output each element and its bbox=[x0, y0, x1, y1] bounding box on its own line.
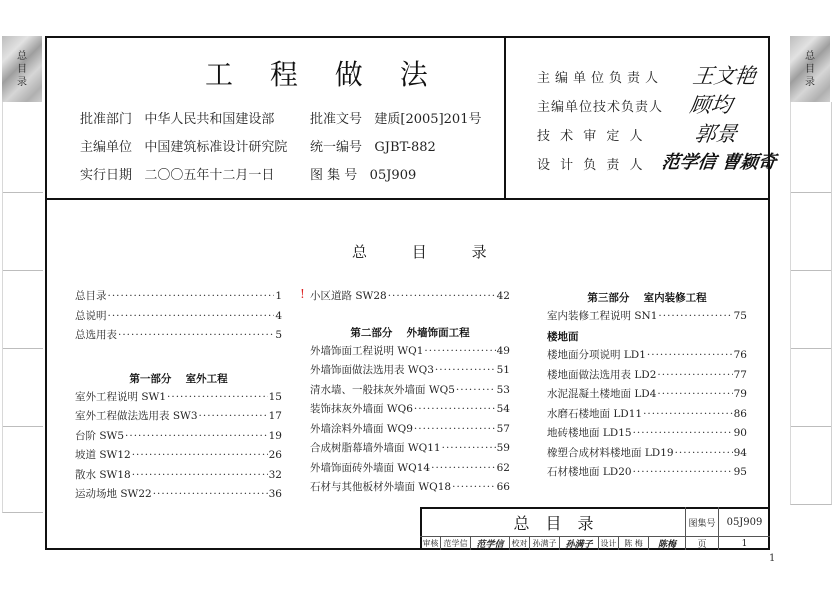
toc-entry-page: 66 bbox=[496, 481, 510, 493]
toc-entry-page: 26 bbox=[268, 449, 282, 461]
meta-atlas-no bbox=[310, 164, 416, 183]
toc-entry[interactable] bbox=[75, 408, 282, 428]
reviewer-signature: 范学信 bbox=[476, 540, 504, 550]
section-heading-part3: 第三部分 室内装修工程 bbox=[587, 292, 707, 304]
toc-entry[interactable] bbox=[547, 464, 747, 484]
side-tab-char: 录 bbox=[805, 76, 815, 88]
toc-entry[interactable] bbox=[75, 288, 282, 308]
side-tab-slot bbox=[2, 102, 43, 193]
side-tab-slot bbox=[790, 426, 832, 505]
toc-entry-label: 总选用表 bbox=[75, 329, 117, 341]
role-chief-editor: 主编单位负责人 bbox=[537, 71, 664, 86]
side-tab-char: 目 bbox=[17, 63, 27, 75]
signature-design-lead: 范学信 曹颖奇 bbox=[660, 152, 778, 173]
toc-entry-label: 石材与其他板材外墙面 WQ18 bbox=[310, 481, 452, 493]
designer-name: 陈 梅 bbox=[624, 539, 643, 548]
atlas-number-value: 05J909 bbox=[726, 517, 763, 528]
toc-entry-page: 94 bbox=[733, 446, 747, 459]
leader-dots bbox=[132, 469, 268, 481]
toc-entry-label: 合成树脂幕墙外墙面 WQ11 bbox=[310, 442, 441, 454]
leader-dots bbox=[125, 430, 268, 442]
toc-entry-label: 台阶 SW5 bbox=[75, 429, 125, 442]
side-tab-slot bbox=[790, 102, 832, 193]
toc-entry-label: 地砖楼地面 LD15 bbox=[547, 427, 632, 439]
meta-value: GJBT-882 bbox=[374, 140, 436, 155]
atlas-title: 工 程 做 法 bbox=[205, 58, 442, 91]
toc-entry[interactable] bbox=[75, 467, 282, 487]
leader-dots bbox=[199, 410, 268, 422]
toc-entry-page: 42 bbox=[496, 290, 510, 302]
toc-entry-label: 外墙饰面砖外墙面 WQ14 bbox=[310, 461, 431, 474]
side-tab-slot bbox=[790, 192, 832, 271]
toc-entry-label: 室内装修工程说明 SN1 bbox=[547, 310, 658, 322]
review-label: 审核 bbox=[422, 539, 439, 548]
design-label: 设计 bbox=[600, 539, 617, 548]
toc-entry-page: 57 bbox=[496, 422, 510, 435]
checker-signature: 孙满子 bbox=[565, 540, 593, 550]
toc-entry[interactable] bbox=[75, 428, 282, 448]
toc-entry-page: 1 bbox=[275, 290, 282, 302]
section-heading-part2: 第二部分 外墙饰面工程 bbox=[350, 326, 470, 339]
toc-entry-page: 49 bbox=[496, 344, 510, 357]
toc-title-char: 目 bbox=[411, 243, 427, 261]
toc-entry-page: 75 bbox=[733, 310, 747, 322]
toc-entry-page: 53 bbox=[496, 383, 510, 396]
atlas-number-label: 图集号 bbox=[688, 519, 716, 529]
meta-label: 图 集 号 bbox=[310, 168, 358, 183]
toc-entry[interactable] bbox=[75, 308, 282, 328]
toc-entry[interactable] bbox=[547, 386, 747, 406]
toc-entry-page: 90 bbox=[733, 427, 747, 439]
toc-entry-label: 坡道 SW12 bbox=[75, 449, 131, 461]
toc-entry-page: 86 bbox=[733, 407, 747, 420]
toc-entry[interactable] bbox=[310, 382, 510, 402]
toc-entry-page: 19 bbox=[268, 429, 282, 442]
toc-entry-page: 4 bbox=[275, 309, 282, 322]
leader-dots bbox=[153, 488, 268, 500]
designer-signature: 陈梅 bbox=[657, 540, 676, 550]
role-design-lead: 设 计 负 责 人 bbox=[537, 158, 646, 173]
signature-tech-chief: 顾均 bbox=[688, 93, 734, 117]
toc-entry-label: 外墙涂料外墙面 WQ9 bbox=[310, 422, 413, 435]
checker-name: 孙满子 bbox=[532, 539, 557, 548]
leader-dots bbox=[647, 349, 733, 361]
leader-dots bbox=[118, 329, 274, 341]
toc-entry-page: 54 bbox=[496, 403, 510, 415]
toc-entry[interactable] bbox=[310, 288, 510, 308]
side-tab-slot bbox=[2, 426, 43, 513]
leader-dots bbox=[442, 442, 496, 454]
meta-effective-date bbox=[80, 164, 274, 183]
role-tech-chief: 主编单位技术负责人 bbox=[537, 100, 664, 115]
page-label: 页 bbox=[697, 540, 707, 550]
toc-title-char: 录 bbox=[471, 243, 487, 261]
toc-entry[interactable] bbox=[75, 486, 282, 506]
side-tab-slot bbox=[2, 192, 43, 271]
subsection-heading-floors: 楼地面 bbox=[547, 330, 579, 343]
toc-entry-label: 总说明 bbox=[75, 309, 107, 322]
toc-entry-label: 运动场地 SW22 bbox=[75, 488, 152, 500]
meta-unified-no bbox=[310, 136, 436, 155]
toc-entry-page: 5 bbox=[275, 329, 282, 341]
toc-entry-label: 小区道路 SW28 bbox=[310, 290, 387, 302]
leader-dots bbox=[414, 403, 496, 415]
toc-entry-page: 59 bbox=[496, 442, 510, 454]
meta-value: 中国建筑标准设计研究院 bbox=[144, 140, 288, 155]
toc-entry-label: 外墙饰面工程说明 WQ1 bbox=[310, 344, 424, 357]
toc-entry-page: 77 bbox=[733, 368, 747, 381]
toc-entry[interactable] bbox=[547, 367, 747, 387]
toc-entry-page: 51 bbox=[496, 364, 510, 376]
signature-chief-editor: 王文艳 bbox=[691, 64, 758, 88]
side-tab-slot bbox=[2, 348, 43, 427]
side-tab-slot bbox=[2, 270, 43, 349]
toc-entry-label: 散水 SW18 bbox=[75, 468, 131, 481]
leader-dots bbox=[456, 384, 496, 396]
toc-entry-label: 楼地面做法选用表 LD2 bbox=[547, 368, 657, 381]
toc-entry-page: 32 bbox=[268, 468, 282, 481]
toc-entry-page: 76 bbox=[733, 349, 747, 361]
leader-dots bbox=[633, 466, 733, 478]
toc-entry[interactable] bbox=[75, 327, 282, 347]
leader-dots bbox=[657, 388, 732, 400]
toc-entry[interactable] bbox=[310, 401, 510, 421]
leader-dots bbox=[658, 310, 732, 322]
toc-entry-page: 79 bbox=[733, 388, 747, 400]
title-block-title: 总 目 录 bbox=[513, 514, 594, 533]
toc-entry[interactable] bbox=[310, 460, 510, 480]
meta-label: 批准部门 bbox=[80, 112, 133, 127]
side-tab-right[interactable] bbox=[790, 36, 830, 102]
toc-entry-label: 水磨石楼地面 LD11 bbox=[547, 407, 643, 420]
toc-entry[interactable] bbox=[310, 362, 510, 382]
leader-dots bbox=[633, 427, 733, 439]
leader-dots bbox=[435, 364, 496, 376]
leader-dots bbox=[132, 449, 268, 461]
toc-entry[interactable] bbox=[75, 447, 282, 467]
side-tab-char: 总 bbox=[17, 50, 27, 62]
toc-entry-page: 15 bbox=[268, 390, 282, 403]
toc-entry-page: 95 bbox=[733, 466, 747, 478]
leader-dots bbox=[108, 290, 275, 302]
meta-label: 统一编号 bbox=[310, 140, 363, 155]
toc-entry[interactable] bbox=[310, 421, 510, 441]
meta-approval-no bbox=[310, 108, 481, 127]
side-tab-char: 录 bbox=[17, 76, 27, 88]
toc-title bbox=[352, 241, 527, 262]
leader-dots bbox=[424, 345, 495, 357]
toc-entry[interactable] bbox=[547, 425, 747, 445]
toc-entry[interactable] bbox=[547, 347, 747, 367]
toc-column-3 bbox=[547, 288, 747, 484]
meta-label: 实行日期 bbox=[80, 168, 133, 183]
section-heading-part1: 第一部分 室外工程 bbox=[129, 372, 228, 385]
check-label: 校对 bbox=[511, 539, 528, 548]
meta-label: 批准文号 bbox=[310, 112, 363, 127]
side-tab-char: 总 bbox=[805, 50, 815, 62]
toc-entry[interactable] bbox=[310, 343, 510, 363]
toc-entry[interactable] bbox=[310, 440, 510, 460]
toc-entry[interactable] bbox=[547, 308, 747, 328]
toc-entry-label: 橡塑合成材料楼地面 LD19 bbox=[547, 446, 674, 459]
meta-editor-unit bbox=[80, 136, 287, 155]
leader-dots bbox=[675, 447, 733, 459]
leader-dots bbox=[388, 290, 496, 302]
leader-dots bbox=[452, 481, 496, 493]
signature-tech-reviewer: 郭景 bbox=[693, 122, 739, 146]
toc-entry-label: 外墙饰面做法选用表 WQ3 bbox=[310, 364, 434, 376]
side-tab-left[interactable] bbox=[2, 36, 42, 102]
toc-column-2 bbox=[310, 288, 510, 499]
leader-dots bbox=[167, 391, 268, 403]
meta-value: 05J909 bbox=[369, 168, 417, 183]
leader-dots bbox=[108, 310, 275, 322]
toc-entry-page: 36 bbox=[268, 488, 282, 500]
leader-dots bbox=[657, 369, 732, 381]
meta-value: 中华人民共和国建设部 bbox=[144, 112, 275, 127]
toc-entry-label: 总目录 bbox=[75, 290, 107, 302]
meta-value: 建质[2005]201号 bbox=[374, 112, 482, 127]
toc-column-1 bbox=[75, 288, 282, 506]
toc-entry-label: 室外工程做法选用表 SW3 bbox=[75, 410, 198, 422]
toc-entry-label: 楼地面分项说明 LD1 bbox=[547, 349, 646, 361]
side-tab-char: 目 bbox=[805, 63, 815, 75]
reviewer-name: 范学信 bbox=[443, 539, 468, 548]
toc-entry[interactable] bbox=[547, 445, 747, 465]
side-tab-slot bbox=[790, 270, 832, 349]
role-tech-reviewer: 技 术 审 定 人 bbox=[537, 129, 646, 144]
toc-entry[interactable] bbox=[75, 389, 282, 409]
leader-dots bbox=[414, 423, 496, 435]
toc-entry-label: 室外工程说明 SW1 bbox=[75, 390, 167, 403]
edit-mark: ! bbox=[300, 287, 305, 301]
toc-entry-label: 水泥混凝土楼地面 LD4 bbox=[547, 388, 657, 400]
leader-dots bbox=[643, 408, 733, 420]
toc-entry-label: 装饰抹灰外墙面 WQ6 bbox=[310, 403, 413, 415]
page-number: 1 bbox=[769, 553, 776, 564]
meta-approval-dept bbox=[80, 108, 274, 127]
leader-dots bbox=[431, 462, 496, 474]
toc-title-char: 总 bbox=[352, 243, 368, 261]
toc-entry-page: 62 bbox=[496, 461, 510, 474]
toc-entry[interactable] bbox=[310, 479, 510, 499]
meta-label: 主编单位 bbox=[80, 140, 133, 155]
page-value: 1 bbox=[741, 538, 748, 549]
toc-entry-label: 清水墙、一般抹灰外墙面 WQ5 bbox=[310, 383, 455, 396]
side-tab-slot bbox=[790, 348, 832, 427]
toc-entry[interactable] bbox=[547, 406, 747, 426]
toc-entry-label: 石材楼地面 LD20 bbox=[547, 466, 632, 478]
toc-entry-page: 17 bbox=[268, 410, 282, 422]
meta-value: 二〇〇五年十二月一日 bbox=[144, 168, 275, 183]
